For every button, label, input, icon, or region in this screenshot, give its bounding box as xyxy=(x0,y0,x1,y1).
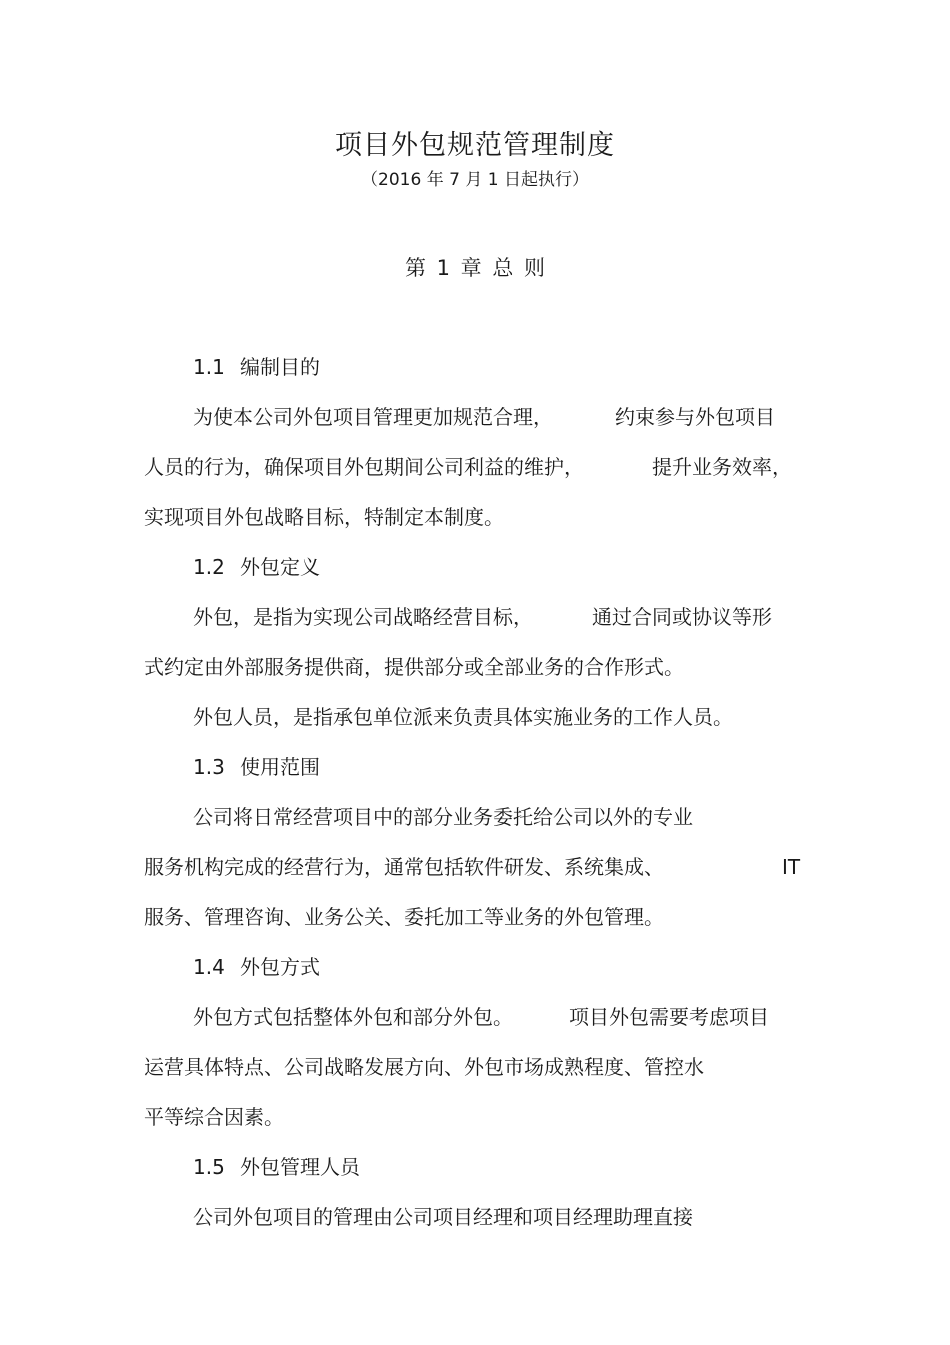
paragraph-line xyxy=(144,1102,284,1132)
document-title: 项目外包规范管理制度 xyxy=(335,130,615,161)
section-heading xyxy=(193,1152,360,1182)
paragraph-line xyxy=(144,1052,704,1082)
paragraph-line xyxy=(144,902,664,932)
section-heading xyxy=(193,352,320,382)
text-segment: 外包方式包括整体外包和部分外包。 xyxy=(193,1005,513,1029)
paragraph-line xyxy=(144,452,584,482)
paragraph-line xyxy=(569,1002,769,1032)
text-segment: 公司将日常经营项目中的部分业务委托给公司以外的专业 xyxy=(193,805,693,829)
text-segment: 运营具体特点、公司战略发展方向、外包市场成熟程度、管控水 xyxy=(144,1055,704,1079)
paragraph-line xyxy=(144,852,664,882)
section-number: 1.5 xyxy=(193,1155,225,1179)
paragraph-line xyxy=(193,802,693,832)
text-segment: 服务机构完成的经营行为，通常包括软件研发、系统集成、 xyxy=(144,855,664,879)
section-title: 外包定义 xyxy=(240,555,320,579)
paragraph-line xyxy=(615,402,775,432)
section-heading xyxy=(193,752,320,782)
paragraph-line xyxy=(193,1002,513,1032)
section-heading xyxy=(193,552,320,582)
paragraph-line xyxy=(193,402,553,432)
section-number: 1.1 xyxy=(193,355,225,379)
paragraph-line xyxy=(782,852,800,882)
text-segment: 公司外包项目的管理由公司项目经理和项目经理助理直接 xyxy=(193,1205,693,1229)
text-segment: 实现项目外包战略目标，特制定本制度。 xyxy=(144,505,504,529)
section-number: 1.3 xyxy=(193,755,225,779)
text-segment: 人员的行为，确保项目外包期间公司利益的维护， xyxy=(144,455,584,479)
paragraph-line xyxy=(193,602,533,632)
text-segment: 约束参与外包项目 xyxy=(615,405,775,429)
paragraph-line xyxy=(144,652,684,682)
text-segment: 外包，是指为实现公司战略经营目标， xyxy=(193,605,533,629)
section-title: 外包管理人员 xyxy=(240,1155,360,1179)
paragraph-line xyxy=(193,702,733,732)
section-heading xyxy=(193,952,320,982)
text-segment: 服务、管理咨询、业务公关、委托加工等业务的外包管理。 xyxy=(144,905,664,929)
section-title: 使用范围 xyxy=(240,755,320,779)
paragraph-line xyxy=(193,1202,693,1232)
text-segment: 式约定由外部服务提供商，提供部分或全部业务的合作形式。 xyxy=(144,655,684,679)
text-segment: 外包人员，是指承包单位派来负责具体实施业务的工作人员。 xyxy=(193,705,733,729)
chapter-heading: 第 1 章 总 则 xyxy=(404,256,546,280)
text-segment: 为使本公司外包项目管理更加规范合理， xyxy=(193,405,553,429)
paragraph-line xyxy=(592,602,772,632)
section-title: 编制目的 xyxy=(240,355,320,379)
paragraph-line xyxy=(144,502,504,532)
text-segment: 通过合同或协议等形 xyxy=(592,605,772,629)
text-segment: 项目外包需要考虑项目 xyxy=(569,1005,769,1029)
section-number: 1.2 xyxy=(193,555,225,579)
effective-date: （2016 年 7 月 1 日起执行） xyxy=(361,170,589,190)
text-segment: IT xyxy=(782,855,801,879)
text-segment: 提升业务效率， xyxy=(652,455,792,479)
paragraph-line xyxy=(652,452,792,482)
section-number: 1.4 xyxy=(193,955,225,979)
text-segment: 平等综合因素。 xyxy=(144,1105,284,1129)
section-title: 外包方式 xyxy=(240,955,320,979)
